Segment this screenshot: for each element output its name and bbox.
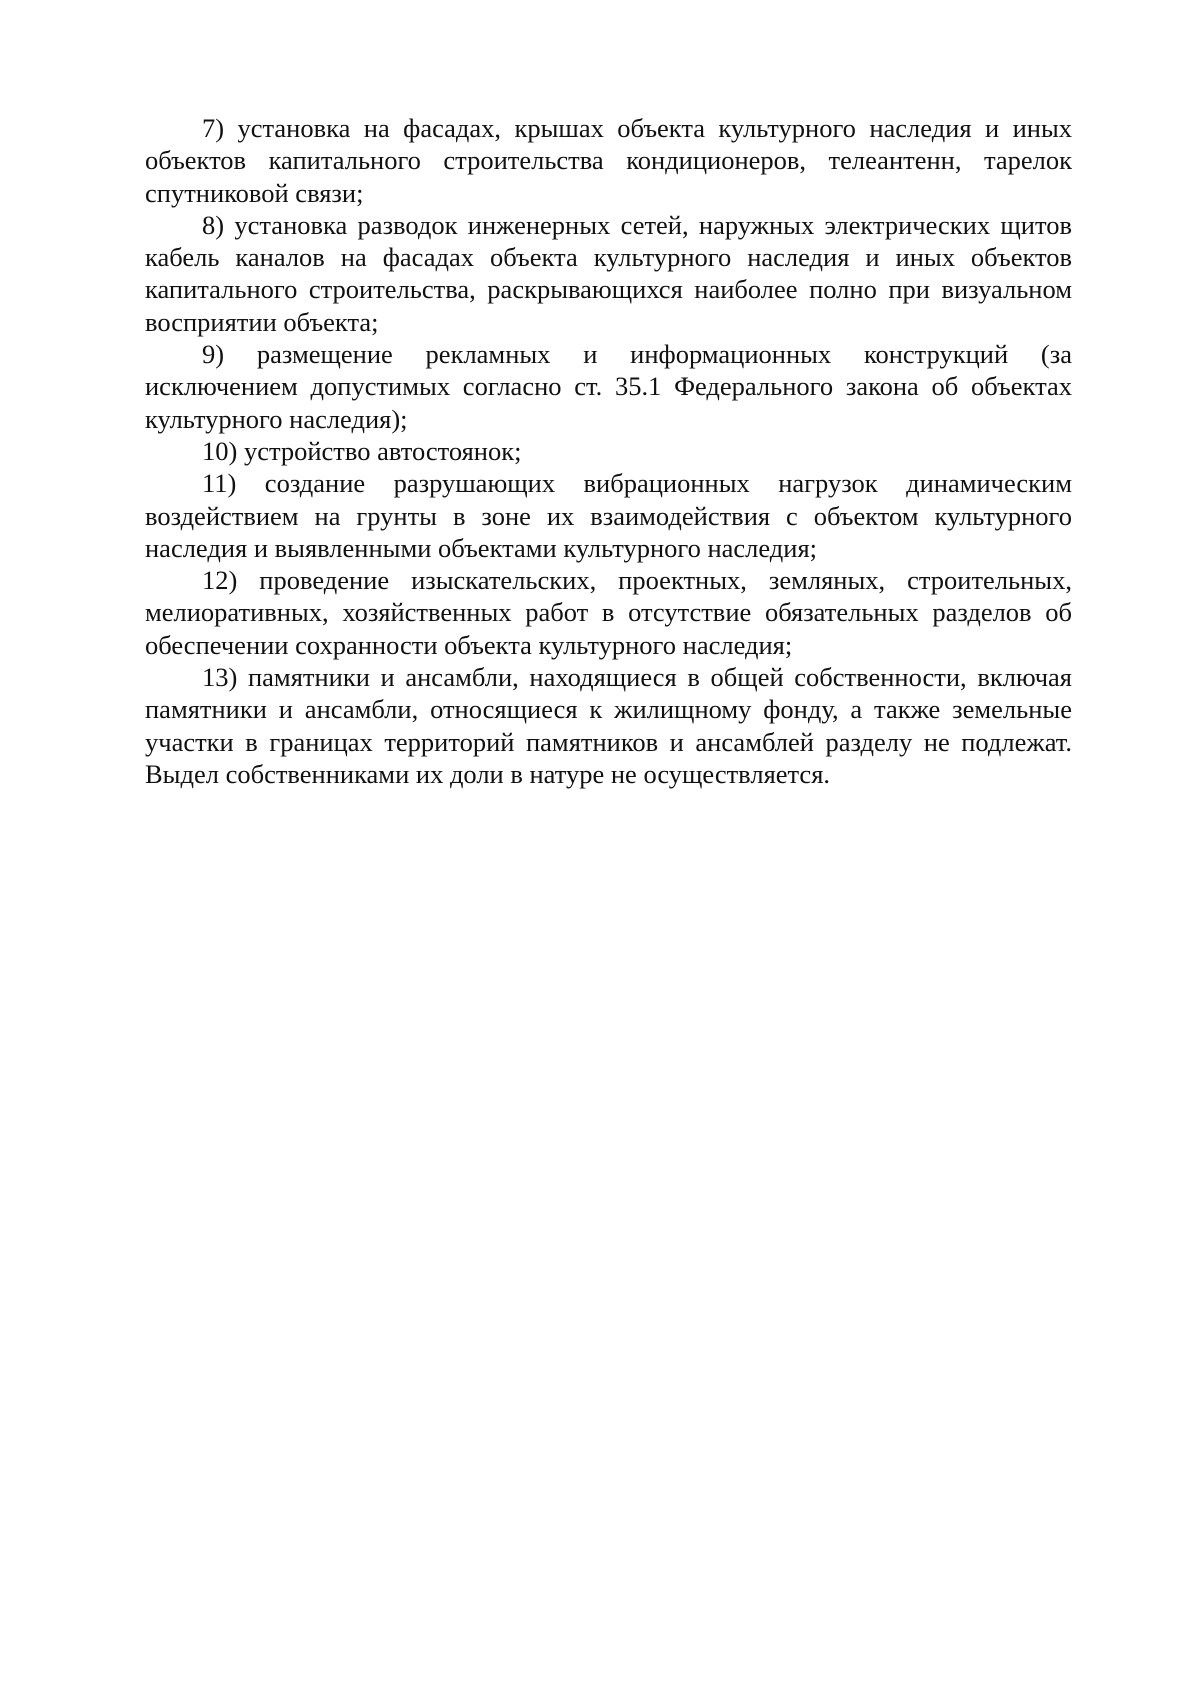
list-item-9: 9) размещение рекламных и информационных конструкций (за исключением допустимых согласно ст. 35.1 Федерального закона об объектах культурного наследия);	[145, 339, 1072, 434]
document-body	[145, 112, 1072, 790]
list-item-13: 13) памятники и ансамбли, находящиеся в общей собственности, включая памятники и ансамбли, относящиеся к жилищному фонду, а также земельные участки в границах территорий памятников и ансамблей разделу не подлежат. Выдел собственниками их доли в натуре не осуществляется.	[145, 662, 1072, 789]
list-item-8: 8) установка разводок инженерных сетей, наружных электрических щитов кабель каналов на фасадах объекта культурного наследия и иных объектов капитального строительства, раскрывающихся наиболее полно при визуальном восприятии объекта;	[145, 209, 1072, 337]
list-item-11: 11) создание разрушающих вибрационных нагрузок динамическим воздействием на грунты в зоне их взаимодействия с объектом культурного наследия и выявленными объектами культурного наследия;	[145, 468, 1072, 563]
list-item-7: 7) установка на фасадах, крышах объекта культурного наследия и иных объектов капитального строительства кондиционеров, телеантенн, тарелок спутниковой связи;	[145, 113, 1072, 208]
list-item-10: 10) устройство автостоянок;	[202, 435, 522, 466]
list-item-12: 12) проведение изыскательских, проектных, земляных, строительных, мелиоративных, хозяйственных работ в отсутствие обязательных разделов об обеспечении сохранности объекта культурного наследия;	[145, 565, 1072, 660]
